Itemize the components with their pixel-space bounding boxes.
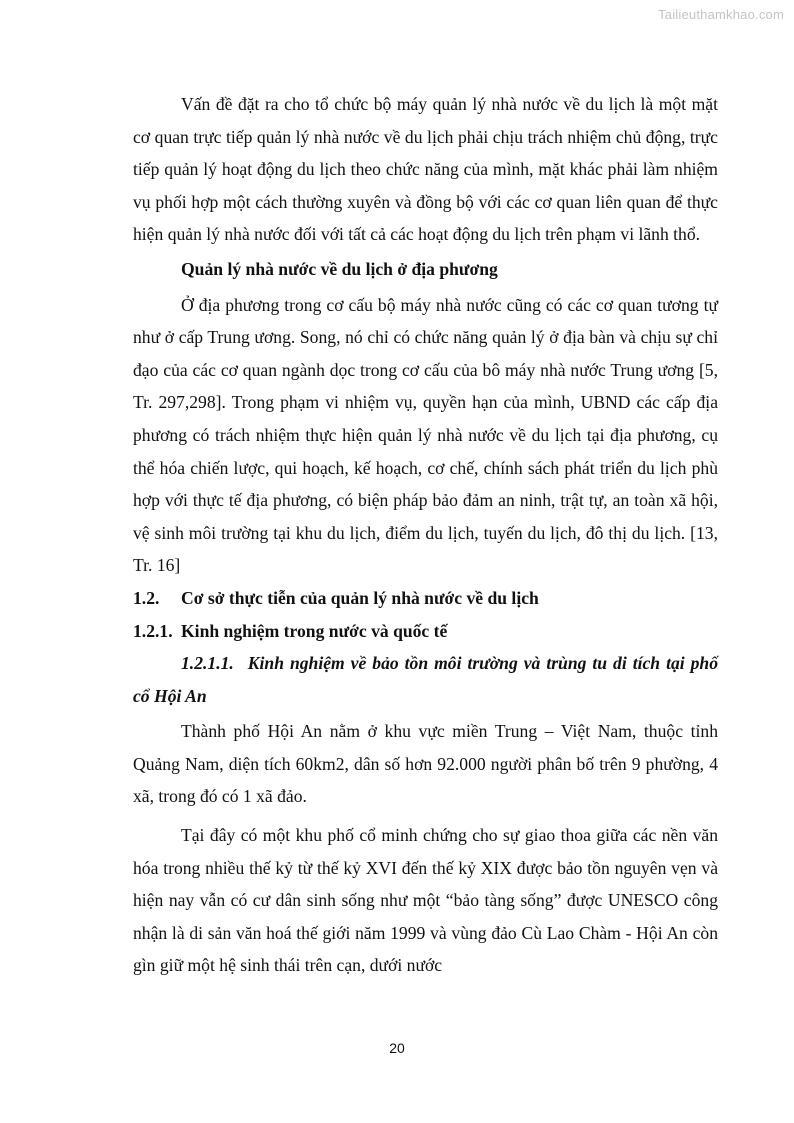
paragraph-organization: Vấn đề đặt ra cho tổ chức bộ máy quản lý nhà nước về du lịch là một mặt cơ quan trực tiếp quản lý nhà nước về du lịch phải chịu trách nhiệm chủ động, trực tiếp quản lý hoạt động du lịch theo chức năng của mình, mặt khác phải làm nhiệm vụ phối hợp một cách thường xuyên và đồng bộ với các cơ quan liên quan để thực hiện quản lý nhà nước đối với tất cả các hoạt động du lịch trên phạm vi lãnh thổ. — [133, 94, 718, 245]
section-1-2-1-1-number: 1.2.1.1. — [181, 653, 234, 674]
page-number: 20 — [389, 1040, 405, 1056]
section-1-2-1-heading — [133, 615, 718, 648]
section-1-2-number: 1.2. — [133, 587, 160, 608]
heading-local-management: Quản lý nhà nước về du lịch ở địa phương — [181, 258, 498, 279]
document-body — [133, 88, 718, 982]
section-1-2-1-1-heading — [133, 647, 718, 712]
section-1-2-1-title: Kinh nghiệm trong nước và quốc tế — [181, 620, 448, 641]
section-1-2-1-1-title: Kinh nghiệm về bảo tồn môi trường và trùng tu di tích tại phố cổ Hội An — [133, 653, 718, 706]
section-1-2-1-number: 1.2.1. — [133, 620, 173, 641]
paragraph-hoi-an-intro: Thành phố Hội An nằm ở khu vực miền Trung – Việt Nam, thuộc tỉnh Quảng Nam, diện tích 60km2, dân số hơn 92.000 người phân bố trên 9 phường, 4 xã, trong đó có 1 xã đảo. — [133, 721, 718, 807]
watermark: Tailieuthamkhao.com — [658, 7, 784, 22]
section-1-2-title: Cơ sở thực tiễn của quản lý nhà nước về du lịch — [181, 587, 539, 608]
paragraph-local: Ở địa phương trong cơ cấu bộ máy nhà nước cũng có các cơ quan tương tự như ở cấp Trung ương. Song, nó chỉ có chức năng quản lý ở địa bàn và chịu sự chỉ đạo của các cơ quan ngành dọc trong cơ cấu của bô máy nhà nước Trung ương [5, Tr. 297,298]. Trong phạm vi nhiệm vụ, quyền hạn của mình, UBND các cấp địa phương có trách nhiệm thực hiện quản lý nhà nước về du lịch tại địa phương, cụ thể hóa chiến lược, qui hoạch, kế hoạch, cơ chế, chính sách phát triển du lịch phù hợp với thực tế địa phương, có biện pháp bảo đảm an ninh, trật tự, an toàn xã hội, vệ sinh môi trường tại khu du lịch, điểm du lịch, tuyến du lịch, đô thị du lịch. [13, Tr. 16] — [133, 294, 718, 576]
paragraph-hoi-an-heritage: Tại đây có một khu phố cổ minh chứng cho sự giao thoa giữa các nền văn hóa trong nhiều thế kỷ từ thế kỷ XVI đến thế kỷ XIX được bảo tồn nguyên vẹn và hiện nay vẫn có cư dân sinh sống như một “bảo tàng sống” được UNESCO công nhận là di sản văn hoá thế giới năm 1999 và vùng đảo Cù Lao Chàm - Hội An còn gìn giữ một hệ sinh thái trên cạn, dưới nước — [133, 825, 718, 976]
section-1-2-heading — [133, 582, 718, 615]
